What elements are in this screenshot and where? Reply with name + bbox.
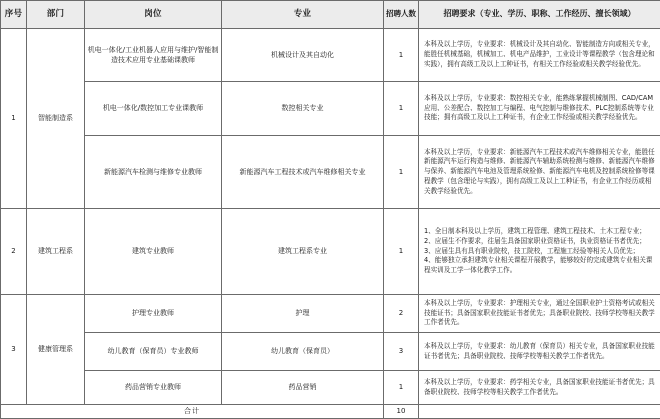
table-row [1,209,660,295]
count-cell: 2 [384,295,419,333]
major-cell: 新能源汽车工程技术或汽车维修相关专业 [222,136,384,209]
requirements-cell [419,333,660,371]
requirements-cell [419,209,660,295]
dept-cell: 建筑工程系 [27,209,85,295]
count-cell: 1 [384,209,419,295]
header-seq: 序号 [1,1,27,29]
post-cell: 机电一体化/工业机器人应用与维护/智能制造技术应用专业基础课教师 [85,29,222,82]
total-row [1,405,660,419]
requirements-cell [419,295,660,333]
seq-cell: 1 [1,29,27,209]
header-post: 岗位 [85,1,222,29]
header-major: 专业 [222,1,384,29]
total-count: 10 [384,405,419,419]
table-row [1,333,660,371]
count-cell: 3 [384,333,419,371]
major-cell: 护理 [222,295,384,333]
requirements-text: 本科及以上学历，专业要求：幼儿教育（保育员）相关专业，具备国家职业技能证书者优先；具备职业院校、技师学校等相关教学工作者优先。 [424,342,656,362]
table-row [1,29,660,82]
count-cell: 1 [384,136,419,209]
dept-cell: 智能制造系 [27,29,85,209]
requirements-cell [419,136,660,209]
count-cell: 1 [384,29,419,82]
post-cell: 护理专业教师 [85,295,222,333]
seq-cell: 2 [1,209,27,295]
header-dept: 部门 [27,1,85,29]
post-cell: 机电一体化/数控加工专业课教师 [85,82,222,136]
post-cell: 药品营销专业教师 [85,371,222,405]
header-row [1,1,660,29]
table-row [1,136,660,209]
requirements-text: 本科及以上学历，专业要求：新能源汽车工程技术或汽车维修相关专业，能胜任新能源汽车运行构造与维修、新能源汽车辅助系统检测与维修、新能源汽车维修与保养、新能源汽车电池及管理系统检修、新能源汽车电机及控制系统检修等课程教学（包含理论与实践），拥有高级工及以上工种证书，有企业工作经历或相关教学经验优先。 [424,148,656,197]
header-count: 招聘人数 [384,1,419,29]
header-requirements: 招聘要求（专业、学历、职称、工作经历、擅长领域） [419,1,660,29]
seq-cell: 3 [1,295,27,405]
count-cell: 1 [384,371,419,405]
requirements-text: 本科及以上学历，专业要求：护理相关专业，通过全国职业护士资格考试或相关技能证书；具备国家职业技能证书者优先；具备职业院校、技师学校等相关教学工作者优先。 [424,299,656,328]
post-cell: 建筑专业教师 [85,209,222,295]
major-cell: 幼儿教育（保育员） [222,333,384,371]
table-row [1,371,660,405]
post-cell: 幼儿教育（保育员）专业教师 [85,333,222,371]
requirements-text: 本科及以上学历，专业要求：药学相关专业，具备国家职业技能证书者优先；具备职业院校、技师学校等相关教学工作者优先。 [424,378,656,398]
requirements-text: 1、全日制本科及以上学历，建筑工程管理、建筑工程技术、土木工程专业； 2、应届生不作要求，往届生具备国家职业资格证书，执业资格证书者优先； 3、应届生具有具有职业院校，技工院校，工程施工经验等相关人员优先； 4、能够独立承担建筑专业相关课程开展教学，能够较好的完成建筑专业相关课程实训及工学一体化教学工作。 [424,227,656,276]
major-cell: 机械设计及其自动化 [222,29,384,82]
requirements-cell [419,82,660,136]
major-cell: 建筑工程系专业 [222,209,384,295]
requirements-text: 本科及以上学历，专业要求：数控相关专业，能熟练掌握机械制图、CAD/CAM应用、公差配合、数控加工与编程、电气控制与维修技术、PLC控制系统等专业技能；拥有高级工及以上工种证书，有企业工作经验或相关教学经验优先。 [424,94,656,123]
post-cell: 新能源汽车检测与维修专业教师 [85,136,222,209]
total-empty-cell [419,405,660,419]
requirements-cell [419,371,660,405]
count-cell: 1 [384,82,419,136]
requirements-text: 本科及以上学历，专业要求：机械设计及其自动化、智能制造方向或相关专业，能胜任机械基础，机械加工、机电产品维护，工业设计等课程教学（包含理论和实践），拥有高级工及以上工种证书，有相关工作经验或相关教学经验优先。 [424,40,656,69]
major-cell: 药品营销 [222,371,384,405]
major-cell: 数控相关专业 [222,82,384,136]
total-label: 合计 [1,405,384,419]
requirements-cell [419,29,660,82]
table-row [1,82,660,136]
dept-cell: 健康管理系 [27,295,85,405]
table-row [1,295,660,333]
